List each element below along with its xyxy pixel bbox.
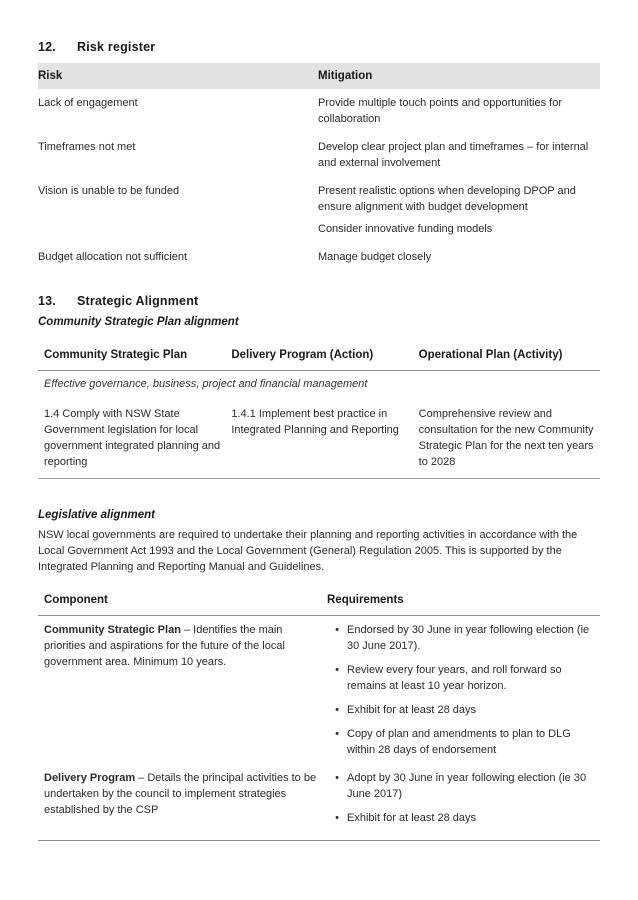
section-number: 12. xyxy=(38,39,56,54)
risk-row xyxy=(38,139,600,171)
mitigation-text: Manage budget closely xyxy=(318,251,432,263)
csp-alignment-table xyxy=(38,340,600,479)
requirement-text: Exhibit for at least 28 days xyxy=(347,704,477,716)
mitigation-cell xyxy=(318,183,600,237)
bullet-icon: • xyxy=(335,704,339,716)
operational-plan-cell: Comprehensive review and consultation for the new Community Strategic Plan for the next ten years to 2028 xyxy=(418,408,594,468)
component-name: Community Strategic Plan xyxy=(44,624,181,636)
component-cell xyxy=(38,622,327,766)
table-row xyxy=(38,622,600,766)
risk-cell: Lack of engagement xyxy=(38,97,138,109)
component-table-header xyxy=(38,585,600,616)
mitigation-cell xyxy=(318,95,600,127)
requirement-text: Review every four years, and roll forward so remains at least 10 year horizon. xyxy=(347,664,562,692)
risk-section-heading xyxy=(38,38,600,55)
bullet-icon: • xyxy=(335,624,339,636)
bullet-icon: • xyxy=(335,728,339,740)
risk-column-header: Risk xyxy=(38,70,63,82)
risk-cell: Vision is unable to be funded xyxy=(38,185,180,197)
footer-divider xyxy=(38,840,600,841)
table-row xyxy=(38,398,600,478)
risk-row xyxy=(38,249,600,265)
bullet-icon: • xyxy=(335,812,339,824)
mitigation-cell xyxy=(318,139,600,171)
csp-column-header: Community Strategic Plan xyxy=(44,349,188,361)
requirement-text: Endorsed by 30 June in year following election (ie 30 June 2017). xyxy=(347,624,590,652)
bullet-icon: • xyxy=(335,772,339,784)
legislative-paragraph: NSW local governments are required to undertake their planning and reporting activities in accordance with the Local Government Act 1993 and the Local Government (General) Regulation 2005. This is supported by the Integrated Planning and Reporting Manual and Guidelines. xyxy=(38,529,578,573)
mitigation-text: Consider innovative funding models xyxy=(318,223,493,235)
requirements-column-header: Requirements xyxy=(327,594,404,606)
requirements-cell xyxy=(327,770,600,834)
requirement-text: Exhibit for at least 28 days xyxy=(347,812,477,824)
component-description: – Identifies the main priorities and aspirations for the future of the local government area. Minimum 10 years. xyxy=(44,624,285,668)
csp-theme-row: Effective governance, business, project and financial management xyxy=(44,378,368,390)
risk-row xyxy=(38,183,600,237)
risk-table-header xyxy=(38,63,600,89)
strategic-section-heading xyxy=(38,292,600,309)
risk-row xyxy=(38,95,600,127)
list-item xyxy=(327,662,600,694)
list-item xyxy=(327,702,600,718)
delivery-program-column-header: Delivery Program (Action) xyxy=(231,349,374,361)
list-item xyxy=(327,770,600,802)
section-number: 13. xyxy=(38,293,56,308)
bullet-icon: • xyxy=(335,664,339,676)
risk-cell: Timeframes not met xyxy=(38,141,136,153)
mitigation-column-header: Mitigation xyxy=(318,70,373,82)
risk-cell: Budget allocation not sufficient xyxy=(38,251,188,263)
table-row xyxy=(38,770,600,834)
csp-cell: 1.4 Comply with NSW State Government legislation for local government integrated planning and reporting xyxy=(44,408,221,468)
mitigation-cell xyxy=(318,249,600,265)
component-column-header: Component xyxy=(44,594,108,606)
csp-subheading: Community Strategic Plan alignment xyxy=(38,316,239,328)
component-description: – Details the principal activities to be undertaken by the council to implement strategies established by the CSP xyxy=(44,772,317,816)
requirements-cell xyxy=(327,622,600,766)
list-item xyxy=(327,622,600,654)
mitigation-text: Develop clear project plan and timeframes – for internal and external involvement xyxy=(318,141,589,169)
operational-plan-column-header: Operational Plan (Activity) xyxy=(418,349,563,361)
mitigation-text: Present realistic options when developing DPOP and ensure alignment with budget development xyxy=(318,185,576,213)
section-title: Risk register xyxy=(77,39,156,54)
mitigation-text: Provide multiple touch points and opportunities for collaboration xyxy=(318,97,562,125)
requirement-text: Adopt by 30 June in year following election (ie 30 June 2017) xyxy=(347,772,587,800)
component-name: Delivery Program xyxy=(44,772,136,784)
legislative-subheading: Legislative alignment xyxy=(38,509,155,521)
document-page xyxy=(38,38,600,834)
requirement-text: Copy of plan and amendments to plan to DLG within 28 days of endorsement xyxy=(347,728,571,756)
list-item xyxy=(327,810,600,826)
csp-table-header xyxy=(38,340,600,371)
section-title: Strategic Alignment xyxy=(77,293,199,308)
list-item xyxy=(327,726,600,758)
component-cell xyxy=(38,770,327,834)
delivery-program-cell: 1.4.1 Implement best practice in Integrated Planning and Reporting xyxy=(231,408,399,436)
